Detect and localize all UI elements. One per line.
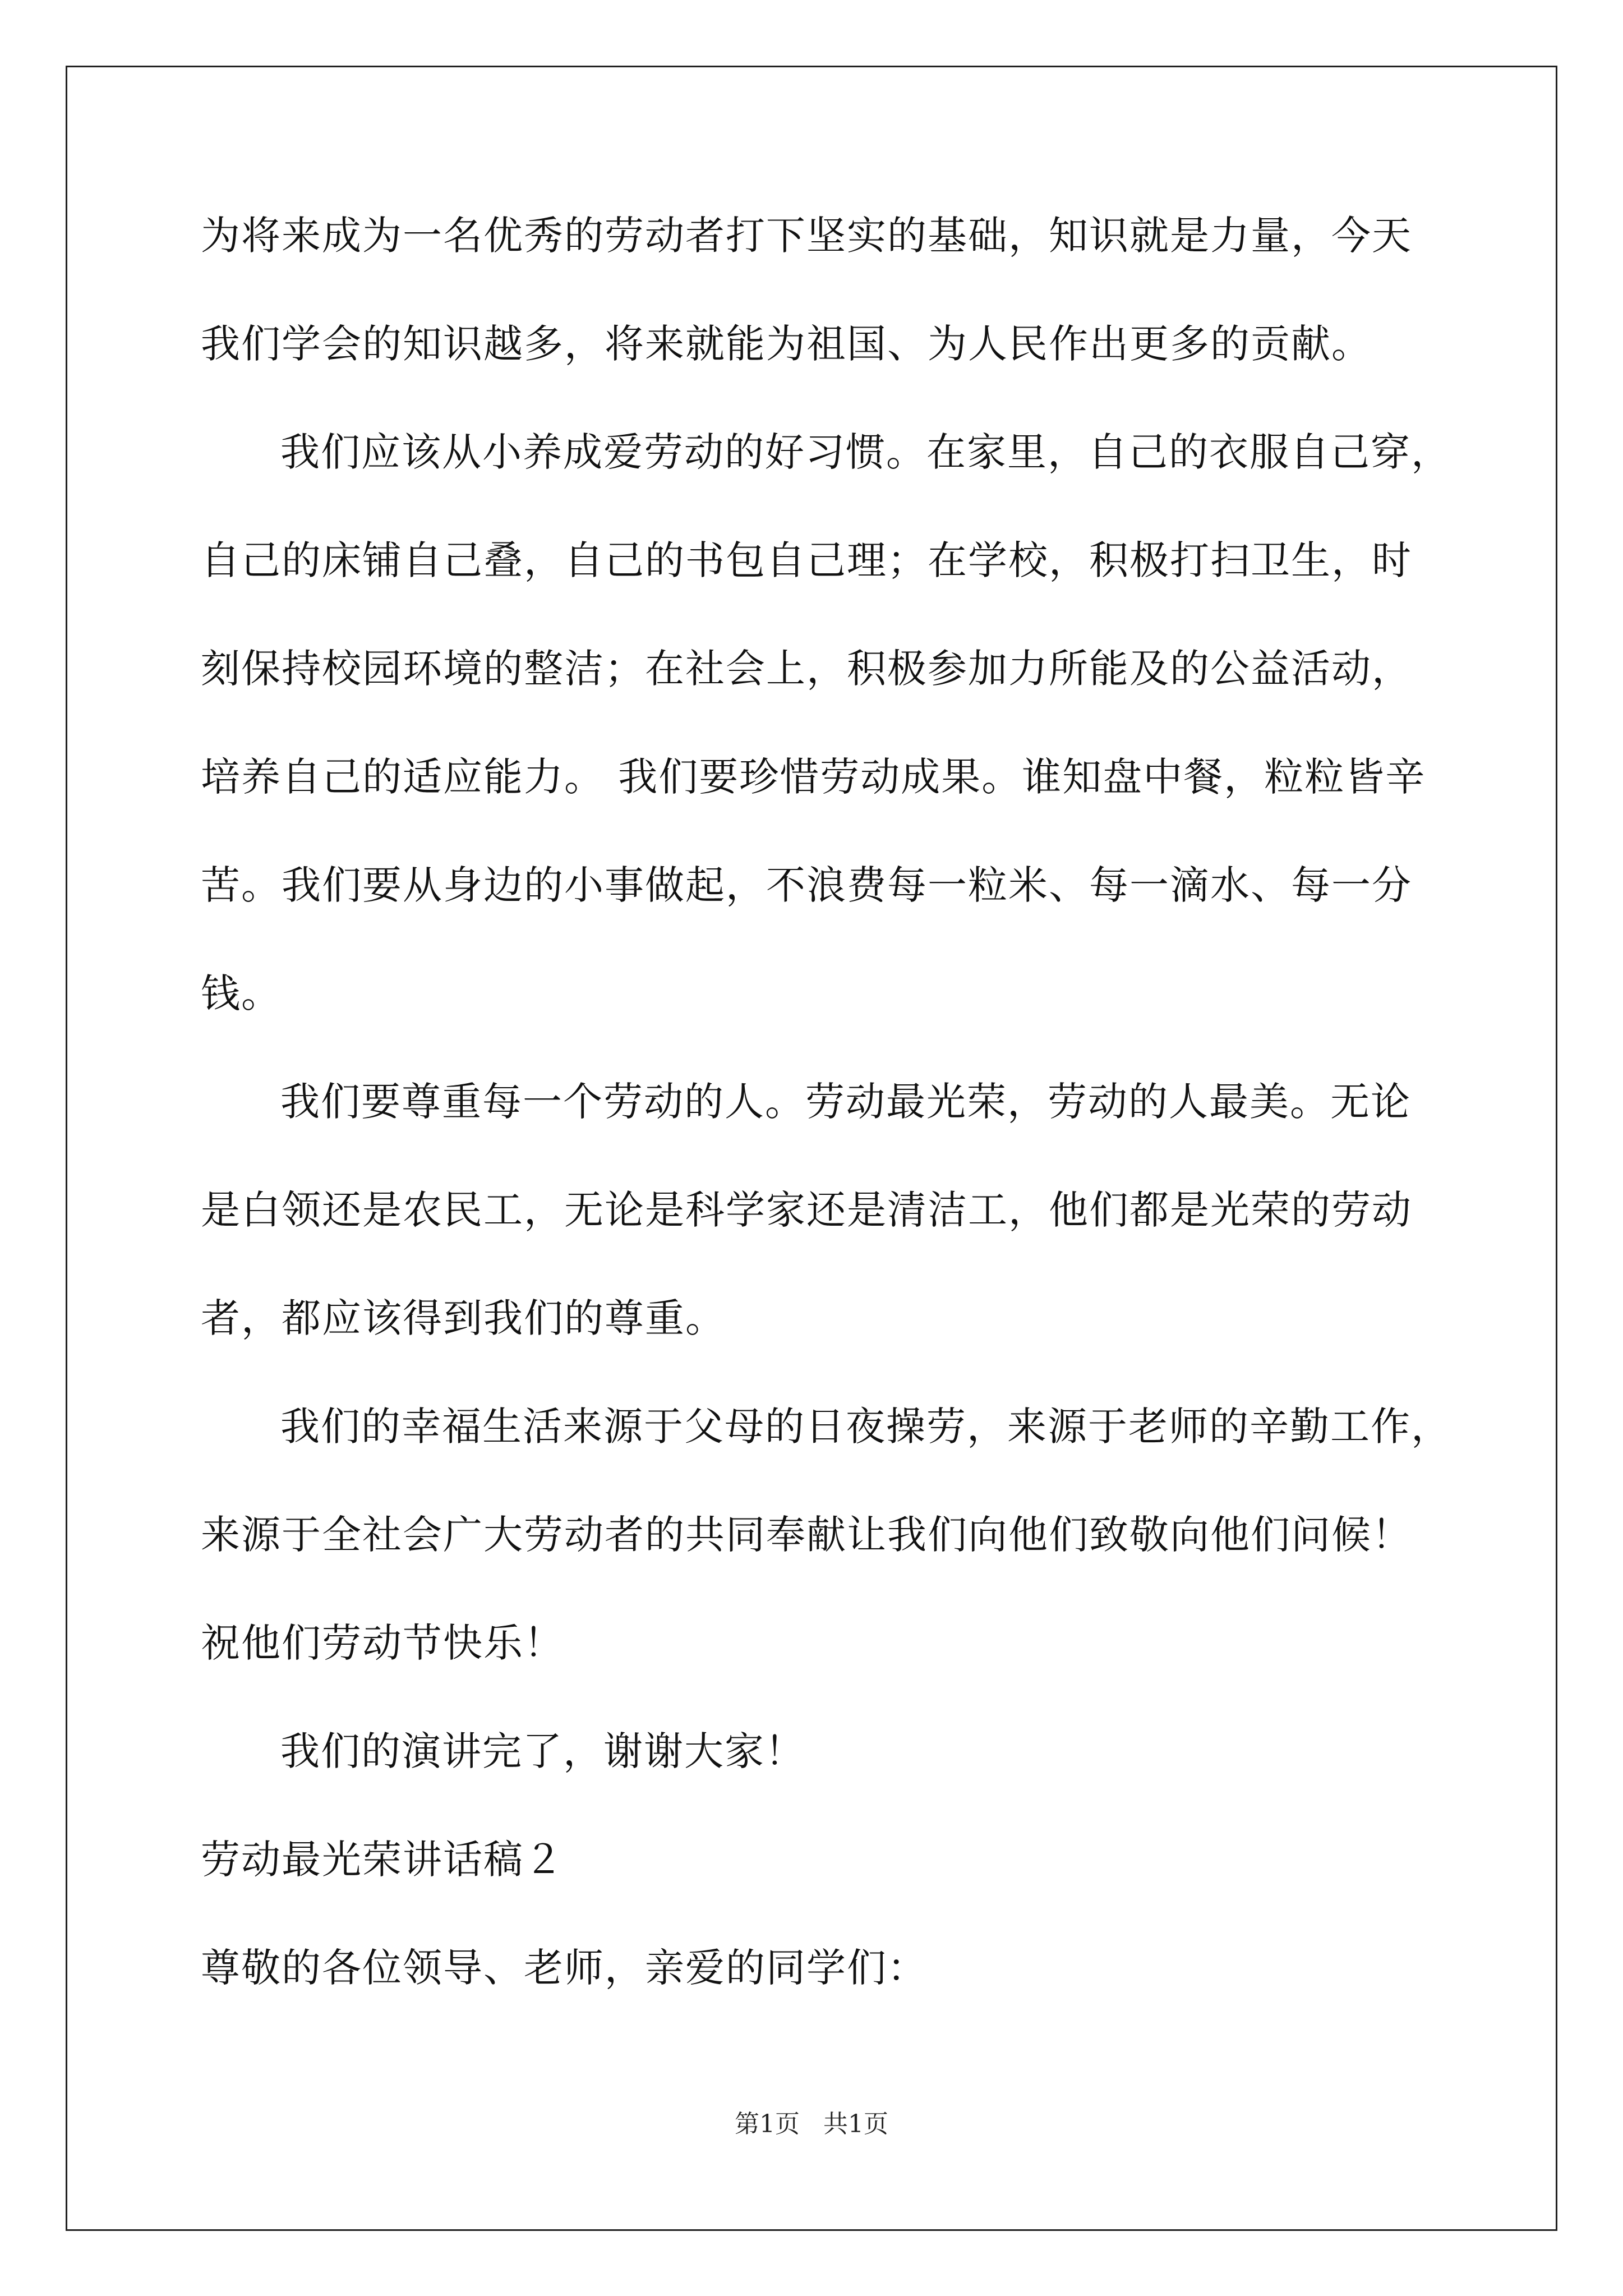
text-line: 祝他们劳动节快乐！: [201, 1620, 564, 1666]
text-line: 者，都应该得到我们的尊重。: [201, 1295, 726, 1341]
text-line: 来源于全社会广大劳动者的共同奉献让我们向他们致敬向他们问候！: [201, 1512, 1412, 1558]
paragraph-start-line: 我们的幸福生活来源于父母的日夜操劳，来源于老师的辛勤工作，: [280, 1404, 1451, 1450]
text-line: 培养自己的适应能力。 我们要珍惜劳动成果。谁知盘中餐，粒粒皆辛: [201, 754, 1426, 800]
paragraph-start-line: 我们应该从小养成爱劳动的好习惯。在家里，自己的衣服自己穿，: [280, 429, 1451, 475]
text-line: 我们学会的知识越多，将来就能为祖国、为人民作出更多的贡献。: [201, 321, 1372, 367]
text-line: 苦。我们要从身边的小事做起，不浪费每一粒米、每一滴水、每一分: [201, 862, 1412, 908]
text-line: 自己的床铺自己叠，自己的书包自己理；在学校，积极打扫卫生，时: [201, 537, 1412, 583]
page-footer: [0, 2110, 1623, 2138]
section-title: 劳动最光荣讲话稿２: [201, 1837, 564, 1883]
text-line: 钱。: [201, 970, 282, 1016]
page-number: 第1页: [735, 2110, 800, 2138]
closing-line: 我们的演讲完了，谢谢大家！: [280, 1728, 805, 1774]
total-pages: 共1页: [823, 2110, 888, 2138]
text-line: 是白领还是农民工，无论是科学家还是清洁工，他们都是光荣的劳动: [201, 1187, 1412, 1233]
salutation-line: 尊敬的各位领导、老师，亲爱的同学们：: [201, 1945, 928, 1991]
document-body: [201, 213, 1457, 2056]
text-line: 刻保持校园环境的整洁；在社会上，积极参加力所能及的公益活动，: [201, 646, 1412, 692]
text-line: 为将来成为一名优秀的劳动者打下坚实的基础，知识就是力量，今天: [201, 213, 1412, 259]
paragraph-start-line: 我们要尊重每一个劳动的人。劳动最光荣，劳动的人最美。无论: [280, 1079, 1411, 1125]
